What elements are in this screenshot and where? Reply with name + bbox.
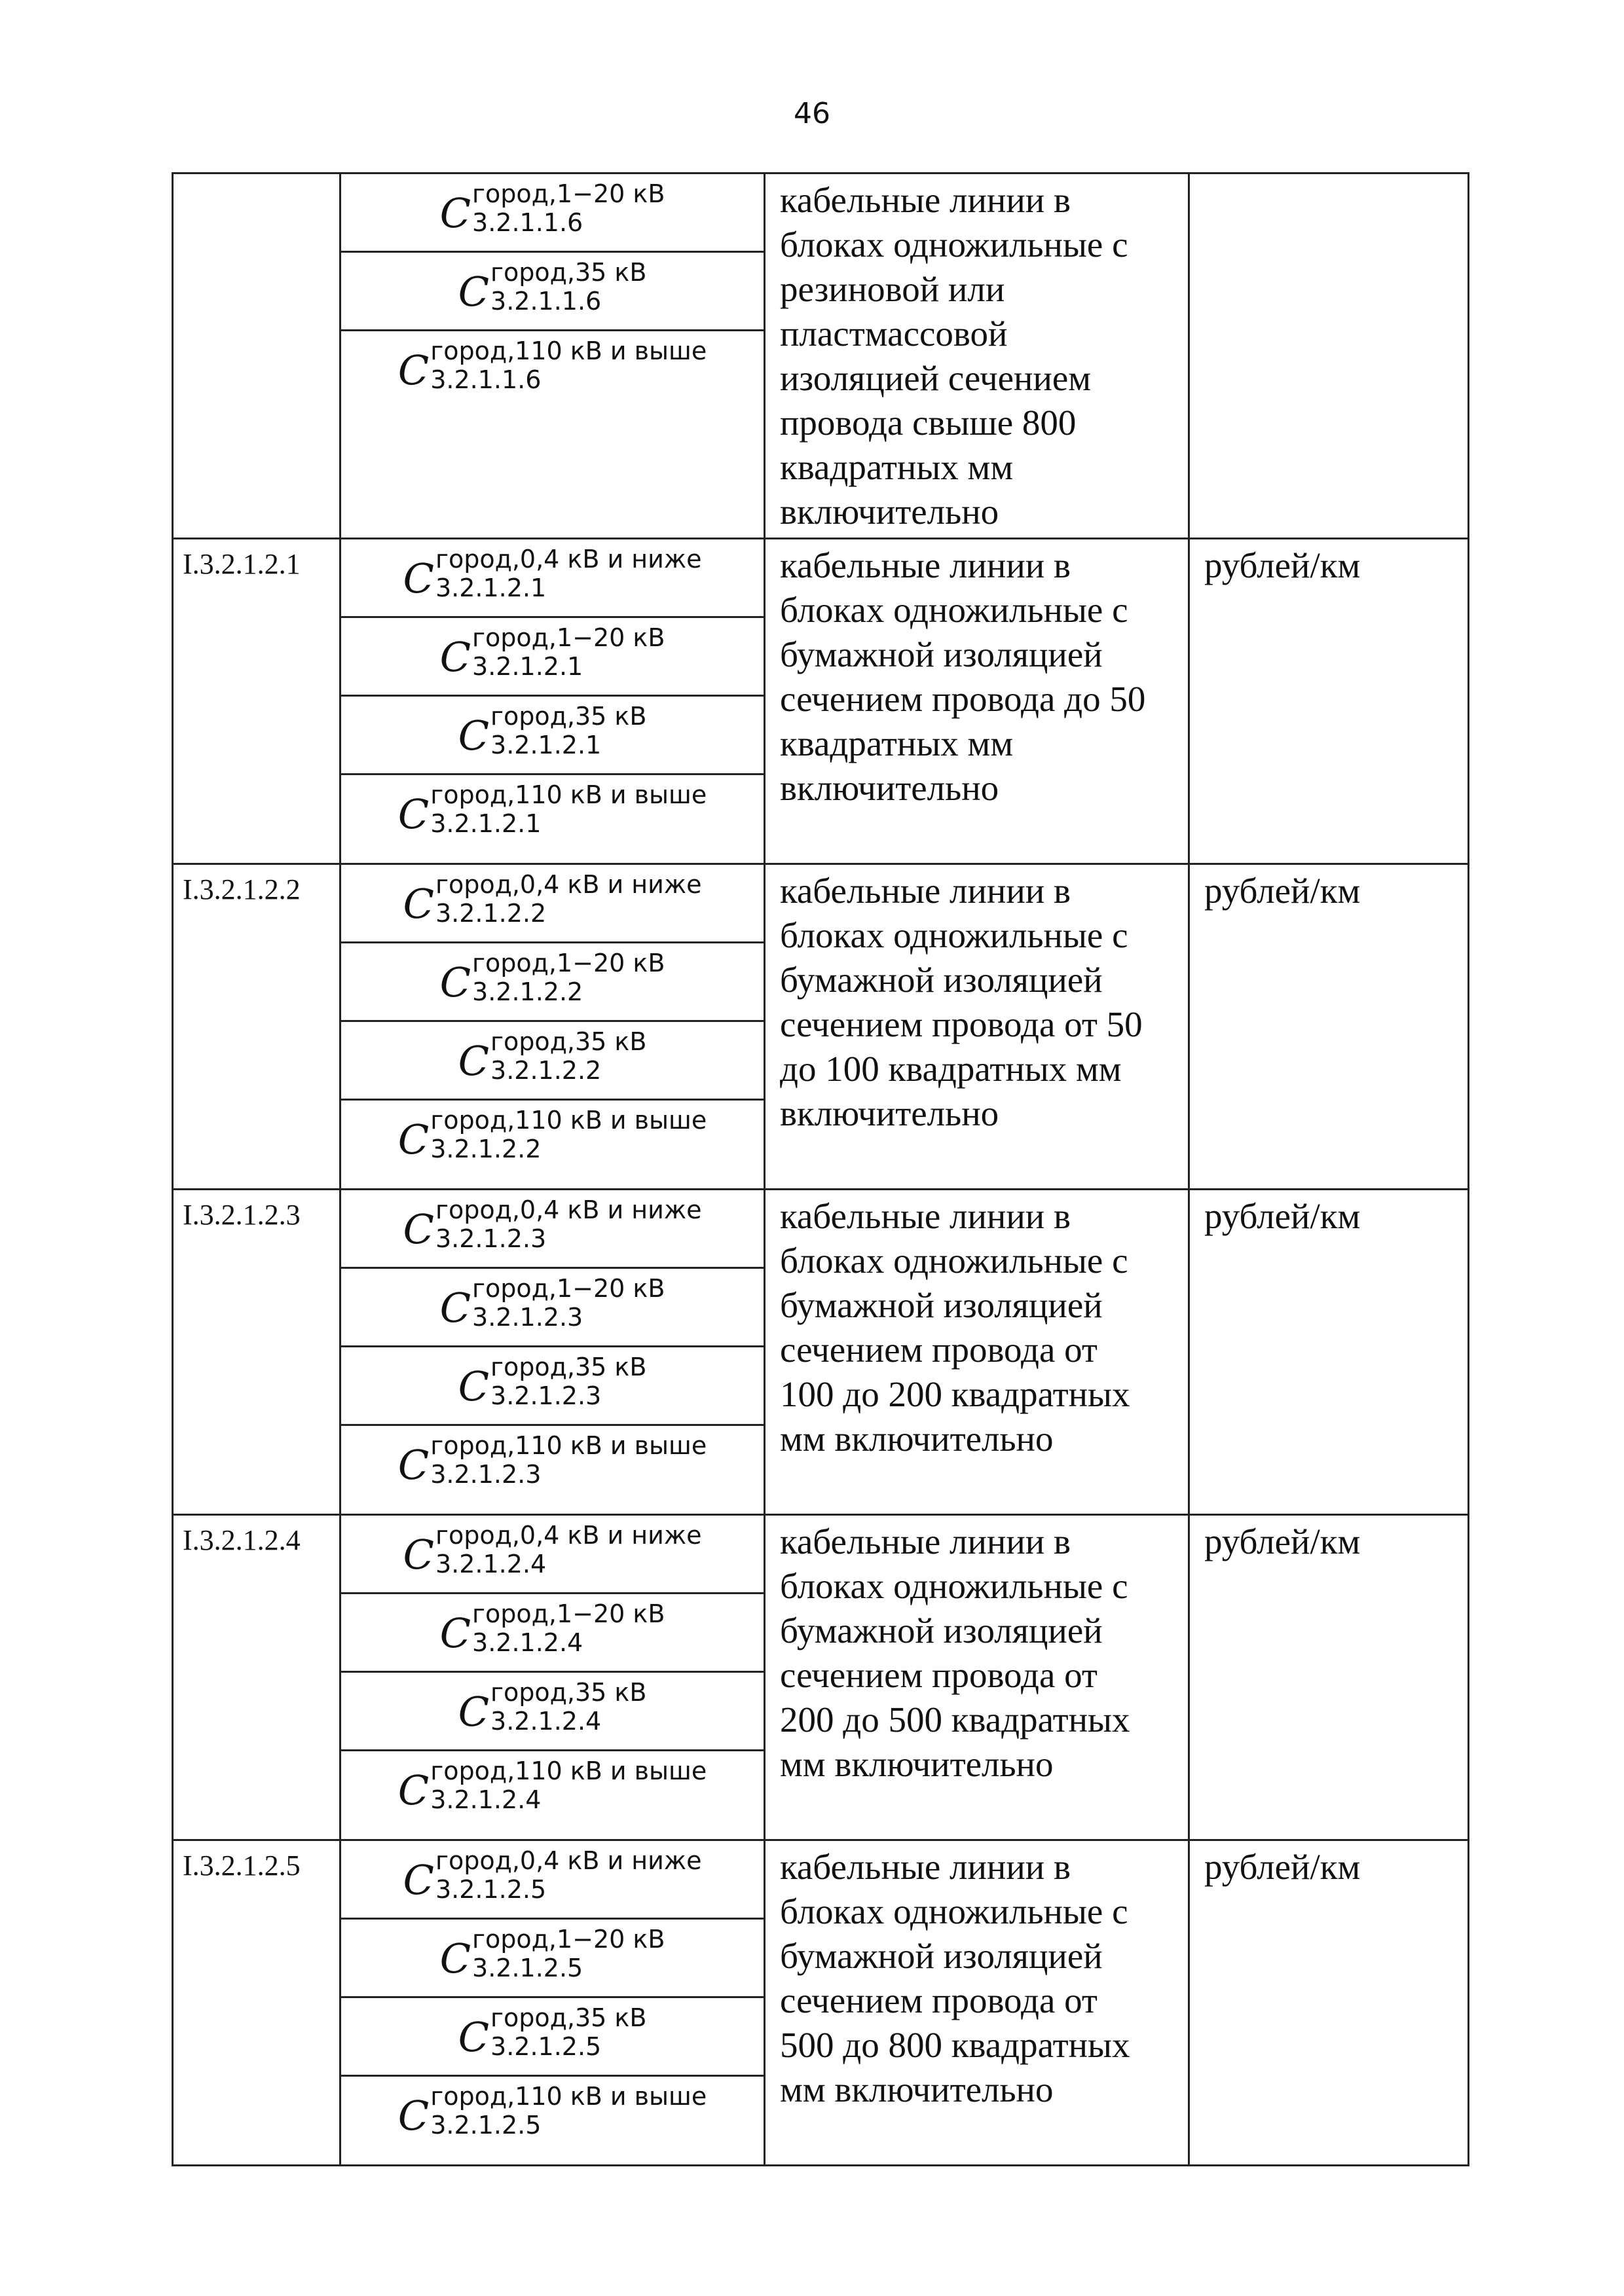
formula-symbol: C bbox=[397, 2092, 430, 2140]
description-line: блоках одножильные с bbox=[780, 590, 1128, 630]
formula-symbol: C bbox=[397, 1766, 430, 1814]
item-description bbox=[765, 539, 1189, 864]
description-line: 200 до 500 квадратных bbox=[780, 1700, 1130, 1740]
formula-superscript: город,0,4 кВ и ниже bbox=[435, 1846, 702, 1875]
formula-superscript: город,110 кВ и выше bbox=[430, 1757, 707, 1785]
formula-symbol: C bbox=[403, 555, 434, 602]
description-line: блоках одножильные с bbox=[780, 225, 1128, 264]
formula-cell bbox=[341, 1594, 764, 1673]
formula-symbol: C bbox=[403, 1856, 434, 1904]
cost-formula bbox=[440, 623, 665, 682]
cost-formula bbox=[440, 1274, 665, 1333]
formula-subscript: 3.2.1.2.2 bbox=[435, 899, 547, 928]
description-line: включительно bbox=[780, 768, 999, 808]
formula-symbol: C bbox=[439, 1284, 471, 1332]
formula-cell bbox=[341, 943, 764, 1022]
item-description bbox=[765, 173, 1189, 539]
formula-cell bbox=[341, 865, 764, 943]
item-description bbox=[765, 864, 1189, 1190]
formula-superscript: город,110 кВ и выше bbox=[430, 1106, 707, 1135]
formula-column bbox=[341, 1190, 765, 1515]
formula-cell bbox=[341, 2077, 764, 2164]
formula-subscript: 3.2.1.2.1 bbox=[435, 574, 547, 602]
description-line: бумажной изоляцией bbox=[780, 634, 1103, 674]
unit-of-measure: рублей/км bbox=[1189, 1515, 1469, 1840]
formula-subscript: 3.2.1.2.3 bbox=[490, 1381, 602, 1410]
table-row bbox=[173, 173, 1469, 539]
formula-column bbox=[341, 173, 765, 539]
formula-cell bbox=[341, 1673, 764, 1751]
formula-superscript: город,1−20 кВ bbox=[472, 179, 665, 208]
description-line: кабельные линии в bbox=[780, 871, 1071, 911]
cost-formula bbox=[458, 2003, 647, 2062]
description-line: кабельные линии в bbox=[780, 180, 1071, 220]
page-number: 46 bbox=[794, 97, 830, 130]
description-line: мм включительно bbox=[780, 1419, 1054, 1459]
formula-column bbox=[341, 539, 765, 864]
formula-superscript: город,35 кВ bbox=[490, 1353, 647, 1381]
formula-symbol: C bbox=[397, 346, 430, 394]
table-body bbox=[173, 173, 1469, 2166]
formula-column bbox=[341, 1840, 765, 2166]
description-line: мм включительно bbox=[780, 1744, 1054, 1784]
formula-symbol: C bbox=[439, 1935, 471, 1982]
formula-superscript: город,0,4 кВ и ниже bbox=[435, 1521, 702, 1550]
description-line: бумажной изоляцией bbox=[780, 960, 1103, 1000]
description-line: блоках одножильные с bbox=[780, 915, 1128, 955]
formula-cell bbox=[341, 539, 764, 618]
description-line: сечением провода до 50 bbox=[780, 679, 1146, 719]
item-description bbox=[765, 1515, 1189, 1840]
formula-cell bbox=[341, 331, 764, 538]
description-line: бумажной изоляцией bbox=[780, 1611, 1103, 1650]
formula-stack bbox=[341, 865, 764, 1188]
formula-cell bbox=[341, 1190, 764, 1269]
formula-subscript: 3.2.1.2.1 bbox=[472, 652, 583, 681]
table-row bbox=[173, 1190, 1469, 1515]
cost-formula bbox=[398, 337, 707, 395]
cost-formula bbox=[403, 1521, 702, 1580]
description-line: до 100 квадратных мм bbox=[780, 1049, 1122, 1089]
table-row bbox=[173, 539, 1469, 864]
item-code bbox=[173, 173, 341, 539]
formula-cell bbox=[341, 1269, 764, 1347]
formula-symbol: C bbox=[458, 1362, 490, 1410]
description-line: 100 до 200 квадратных bbox=[780, 1374, 1130, 1414]
cost-formula bbox=[458, 258, 647, 317]
formula-subscript: 3.2.1.1.6 bbox=[490, 287, 602, 316]
formula-symbol: C bbox=[403, 880, 434, 928]
unit-of-measure: рублей/км bbox=[1189, 539, 1469, 864]
formula-superscript: город,1−20 кВ bbox=[472, 949, 665, 977]
cost-formula bbox=[398, 1757, 707, 1815]
description-line: сечением провода от bbox=[780, 1980, 1098, 2020]
description-line: кабельные линии в bbox=[780, 1847, 1071, 1887]
formula-symbol: C bbox=[458, 268, 490, 316]
formula-stack bbox=[341, 1516, 764, 1839]
formula-superscript: город,35 кВ bbox=[490, 702, 647, 731]
formula-subscript: 3.2.1.2.2 bbox=[430, 1135, 542, 1163]
description-line: блоках одножильные с bbox=[780, 1891, 1128, 1931]
formula-symbol: C bbox=[397, 1441, 430, 1489]
unit-of-measure bbox=[1189, 173, 1469, 539]
formula-subscript: 3.2.1.2.4 bbox=[430, 1785, 542, 1814]
formula-superscript: город,110 кВ и выше bbox=[430, 337, 707, 365]
formula-subscript: 3.2.1.2.5 bbox=[490, 2032, 602, 2061]
formula-subscript: 3.2.1.2.4 bbox=[435, 1550, 547, 1578]
formula-cell bbox=[341, 1751, 764, 1839]
formula-subscript: 3.2.1.1.6 bbox=[430, 365, 542, 394]
item-code: I.3.2.1.2.2 bbox=[173, 864, 341, 1190]
description-line: блоках одножильные с bbox=[780, 1241, 1128, 1281]
formula-subscript: 3.2.1.1.6 bbox=[472, 208, 583, 237]
formula-superscript: город,35 кВ bbox=[490, 1678, 647, 1707]
formula-stack bbox=[341, 174, 764, 538]
formula-cell bbox=[341, 775, 764, 863]
table-row bbox=[173, 1840, 1469, 2166]
formula-symbol: C bbox=[397, 790, 430, 838]
formula-superscript: город,1−20 кВ bbox=[472, 623, 665, 652]
item-code: I.3.2.1.2.5 bbox=[173, 1840, 341, 2166]
item-description bbox=[765, 1190, 1189, 1515]
item-code: I.3.2.1.2.4 bbox=[173, 1515, 341, 1840]
cost-formula bbox=[398, 1106, 707, 1165]
formula-symbol: C bbox=[403, 1205, 434, 1253]
description-line: квадратных мм bbox=[780, 723, 1014, 763]
description-line: изоляцией сечением bbox=[780, 358, 1092, 398]
description-line: резиновой или bbox=[780, 269, 1005, 309]
description-line: бумажной изоляцией bbox=[780, 1285, 1103, 1325]
formula-cell bbox=[341, 174, 764, 253]
formula-subscript: 3.2.1.2.1 bbox=[430, 809, 542, 838]
formula-symbol: C bbox=[403, 1531, 434, 1578]
cost-formula bbox=[398, 1431, 707, 1490]
description-line: бумажной изоляцией bbox=[780, 1936, 1103, 1976]
formula-superscript: город,0,4 кВ и ниже bbox=[435, 870, 702, 899]
formula-symbol: C bbox=[397, 1116, 430, 1163]
formula-symbol: C bbox=[439, 189, 471, 237]
description-line: сечением провода от bbox=[780, 1655, 1098, 1695]
formula-subscript: 3.2.1.2.5 bbox=[430, 2111, 542, 2140]
formula-superscript: город,0,4 кВ и ниже bbox=[435, 545, 702, 574]
cost-formula bbox=[403, 870, 702, 929]
formula-superscript: город,110 кВ и выше bbox=[430, 2082, 707, 2111]
formula-cell bbox=[341, 1426, 764, 1514]
formula-superscript: город,0,4 кВ и ниже bbox=[435, 1195, 702, 1224]
formula-symbol: C bbox=[458, 1037, 490, 1085]
description-line: сечением провода от 50 bbox=[780, 1004, 1143, 1044]
cost-formula bbox=[403, 1846, 702, 1905]
formula-cell bbox=[341, 1920, 764, 1998]
item-description bbox=[765, 1840, 1189, 2166]
table-row bbox=[173, 1515, 1469, 1840]
formula-cell bbox=[341, 1516, 764, 1594]
cost-formula bbox=[458, 702, 647, 761]
formula-cell bbox=[341, 1347, 764, 1426]
description-line: сечением провода от bbox=[780, 1330, 1098, 1370]
unit-of-measure: рублей/км bbox=[1189, 864, 1469, 1190]
formula-cell bbox=[341, 1022, 764, 1101]
description-line: кабельные линии в bbox=[780, 1196, 1071, 1236]
formula-subscript: 3.2.1.2.5 bbox=[435, 1875, 547, 1904]
formula-subscript: 3.2.1.2.1 bbox=[490, 731, 602, 759]
formula-subscript: 3.2.1.2.3 bbox=[435, 1224, 547, 1253]
formula-subscript: 3.2.1.2.3 bbox=[472, 1303, 583, 1332]
formula-cell bbox=[341, 618, 764, 697]
formula-cell bbox=[341, 1998, 764, 2077]
formula-cell bbox=[341, 1101, 764, 1188]
description-line: провода свыше 800 bbox=[780, 403, 1077, 443]
formula-stack bbox=[341, 539, 764, 863]
formula-subscript: 3.2.1.2.3 bbox=[430, 1460, 542, 1489]
item-code: I.3.2.1.2.1 bbox=[173, 539, 341, 864]
cost-formula bbox=[458, 1353, 647, 1412]
formula-column bbox=[341, 864, 765, 1190]
cost-formula bbox=[403, 545, 702, 604]
unit-of-measure: рублей/км bbox=[1189, 1190, 1469, 1515]
formula-superscript: город,110 кВ и выше bbox=[430, 1431, 707, 1460]
table-row bbox=[173, 864, 1469, 1190]
formula-superscript: город,1−20 кВ bbox=[472, 1274, 665, 1303]
formula-stack bbox=[341, 1841, 764, 2164]
cost-formula bbox=[440, 1925, 665, 1984]
formula-superscript: город,110 кВ и выше bbox=[430, 780, 707, 809]
formula-cell bbox=[341, 253, 764, 331]
formula-symbol: C bbox=[439, 958, 471, 1006]
formula-cell bbox=[341, 1841, 764, 1920]
tariff-table bbox=[172, 172, 1469, 2166]
cost-formula bbox=[458, 1678, 647, 1737]
formula-subscript: 3.2.1.2.2 bbox=[472, 977, 583, 1006]
formula-stack bbox=[341, 1190, 764, 1514]
cost-formula bbox=[458, 1027, 647, 1086]
formula-superscript: город,1−20 кВ bbox=[472, 1599, 665, 1628]
formula-superscript: город,35 кВ bbox=[490, 258, 647, 287]
formula-subscript: 3.2.1.2.4 bbox=[472, 1628, 583, 1657]
formula-symbol: C bbox=[458, 2013, 490, 2061]
description-line: включительно bbox=[780, 492, 999, 532]
formula-symbol: C bbox=[458, 712, 490, 759]
description-line: блоках одножильные с bbox=[780, 1566, 1128, 1606]
formula-symbol: C bbox=[439, 633, 471, 681]
formula-column bbox=[341, 1515, 765, 1840]
description-line: пластмассовой bbox=[780, 314, 1008, 354]
description-line: квадратных мм bbox=[780, 447, 1014, 487]
item-code: I.3.2.1.2.3 bbox=[173, 1190, 341, 1515]
cost-formula bbox=[440, 179, 665, 238]
formula-subscript: 3.2.1.2.2 bbox=[490, 1056, 602, 1085]
formula-symbol: C bbox=[458, 1688, 490, 1736]
formula-superscript: город,1−20 кВ bbox=[472, 1925, 665, 1954]
formula-superscript: город,35 кВ bbox=[490, 1027, 647, 1056]
cost-formula bbox=[440, 1599, 665, 1658]
cost-formula bbox=[403, 1195, 702, 1254]
description-line: кабельные линии в bbox=[780, 545, 1071, 585]
formula-subscript: 3.2.1.2.4 bbox=[490, 1707, 602, 1736]
cost-formula bbox=[398, 780, 707, 839]
unit-of-measure: рублей/км bbox=[1189, 1840, 1469, 2166]
formula-superscript: город,35 кВ bbox=[490, 2003, 647, 2032]
cost-formula bbox=[398, 2082, 707, 2141]
formula-cell bbox=[341, 697, 764, 775]
cost-formula bbox=[440, 949, 665, 1008]
formula-subscript: 3.2.1.2.5 bbox=[472, 1954, 583, 1982]
description-line: включительно bbox=[780, 1093, 999, 1133]
description-line: кабельные линии в bbox=[780, 1522, 1071, 1561]
description-line: мм включительно bbox=[780, 2069, 1054, 2109]
formula-symbol: C bbox=[439, 1609, 471, 1657]
description-line: 500 до 800 квадратных bbox=[780, 2025, 1130, 2065]
